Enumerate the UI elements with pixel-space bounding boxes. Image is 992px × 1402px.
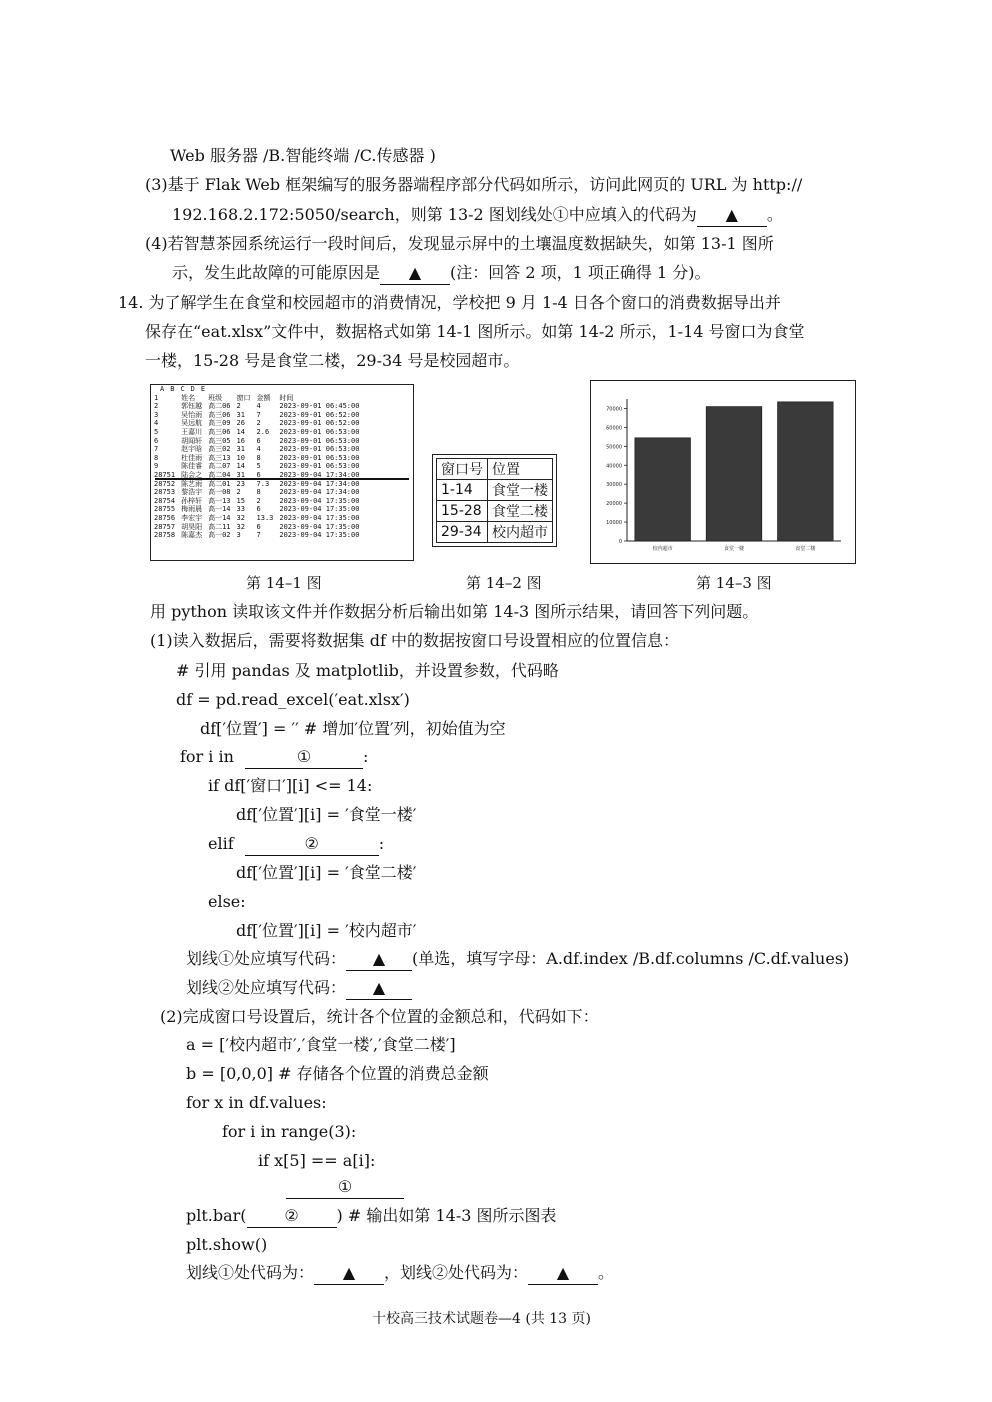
table-cell: 王嘉川 [181,427,203,436]
table-cell: 2.6 [256,427,270,436]
table-cell: 14 [236,462,245,471]
y-tick-label: 30000 [606,482,622,489]
table-cell: 31 [236,445,245,454]
table-cell: 31 [236,410,245,419]
caption-fig-14-2: 第 14–2 图 [466,574,542,592]
table-cell: 陈佳睿 [181,462,203,471]
table-cell: 陆会之 [181,470,203,479]
table-cell: 15 [236,496,245,505]
table-cell: 4 [256,402,261,411]
answer-blank [528,1262,598,1285]
row-number: 2 [154,402,159,411]
text-span: (注：回答 2 项，1 项正确得 1 分)。 [450,263,711,282]
y-tick-label: 50000 [606,444,622,451]
table-cell: 6 [256,470,261,479]
row-number: 28755 [154,505,176,514]
code-span: : [363,747,369,766]
row-number: 28758 [154,531,176,540]
table-cell: 2023-09-04 17:35:00 [279,531,360,540]
figure-14-3-chart [590,380,856,564]
column-header: B [170,385,175,393]
table-cell: 2023-09-01 06:53:00 [279,436,360,445]
x-tick-label: 食堂一楼 [723,546,745,552]
table-cell: 食堂一楼 [488,480,553,501]
header-window: 窗口号 [437,459,488,480]
code-line: b = [0,0,0] # 存储各个位置的消费总金额 [186,1064,489,1083]
table-cell: 2023-09-01 06:53:00 [279,445,360,454]
table-row [151,488,362,497]
row-number: 28753 [154,488,176,497]
blank-number: ② [284,1206,299,1225]
table-cell: 窗口 [236,393,251,402]
answer-blank [346,948,412,971]
row-number: 4 [154,419,159,428]
code-span: ) # 输出如第 14-3 图所示图表 [336,1206,557,1225]
code-span: for i in [180,747,234,766]
triangle-mark: ▲ [372,949,386,968]
table-cell: 赵宇晗 [181,445,203,454]
subquestion-2: (2)完成窗口号设置后，统计各个位置的金额总和，代码如下： [160,1007,599,1026]
y-tick-label: 10000 [606,520,622,527]
table-row [151,402,362,411]
spreadsheet-table [151,385,208,394]
table-cell: 6 [256,505,261,514]
column-header: D [190,385,195,393]
code-span: : [378,834,385,853]
table-cell: 高二01 [208,479,231,488]
row-number: 3 [154,410,159,419]
code-blank-line [286,1176,404,1199]
table-cell: 23 [236,479,245,488]
code-line: for x in df.values: [186,1093,327,1112]
text-span: 划线①处代码为： [186,1263,315,1282]
table-cell: 高一13 [208,496,231,505]
table-cell: 食堂二楼 [488,501,553,522]
table-cell: 14 [236,427,245,436]
table-cell: 2023-09-01 06:52:00 [279,419,360,428]
code-line: df[′位置′][i] = ′食堂二楼′ [236,863,417,882]
row-number: 28756 [154,513,176,522]
table-header-row [437,459,553,480]
table-cell: 32 [236,513,245,522]
table-cell: 8 [256,453,261,462]
table-cell: 高二06 [208,402,231,411]
table-cell: 李宏宇 [181,513,203,522]
table-cell: 29-34 [437,522,488,543]
code-line: plt.show() [186,1235,268,1254]
answer-blank [346,977,412,1000]
x-tick-label: 食堂二楼 [795,546,816,552]
code-line: df[′位置′][i] = ′食堂一楼′ [236,805,417,824]
table-cell: 黎浩宇 [181,488,203,497]
table-cell: 13.3 [256,513,274,522]
table-cell: 2023-09-04 17:34:00 [279,488,360,497]
table-cell: 孙梓轩 [181,496,203,505]
table-cell: 6 [256,436,261,445]
table-row [151,419,362,428]
table-cell: 2 [256,496,261,505]
answer-blank [314,1262,384,1285]
row-number: 28754 [154,496,176,505]
question-14-cont2: 一楼，15-28 号是食堂二楼，29-34 号是校园超市。 [145,351,520,370]
table-cell: 陈艺雨 [181,479,203,488]
triangle-mark: ▲ [725,205,738,224]
table-cell: 高三05 [208,436,231,445]
table-cell: 1-14 [437,480,488,501]
table-cell: 高三06 [208,427,231,436]
table-row [437,522,553,543]
table-cell: 高三06 [208,410,231,419]
row-number: 5 [154,427,159,436]
code-line-bar [186,1205,557,1228]
code-span: plt.bar( [186,1206,247,1225]
table-cell: 吴怡雨 [181,410,203,419]
code-line: df[′位置′][i] = ′校内超市′ [236,921,417,940]
table-cell: 2023-09-04 17:35:00 [279,496,360,505]
table-cell: 高一02 [208,531,231,540]
figure-14-1-spreadsheet [150,384,414,561]
triangle-mark: ▲ [342,1263,356,1282]
table-cell: 6 [256,522,261,531]
y-tick-label: 40000 [606,463,622,470]
code-blank-2 [245,833,379,856]
text-span: (单选，填写字母：A.df.index /B.df.columns /C.df.values) [412,949,850,968]
table-row [437,501,553,522]
table-cell: 2023-09-01 06:53:00 [279,453,360,462]
question-3: (3)基于 Flak Web 框架编写的服务器端程序部分代码如所示，访问此网页的 URL 为 http:// [145,175,803,194]
code-line-elif [208,833,384,856]
answer-blank [380,262,450,285]
table-row [151,445,362,454]
table-row [151,394,362,403]
table-cell: 吴远航 [181,419,203,428]
table-row [151,462,362,471]
table-cell: 班级 [208,393,223,402]
table-cell: 33 [236,505,245,514]
table-cell: 胡闻轩 [181,436,203,445]
instruction-line: 用 python 读取该文件并作数据分析后输出如第 14-3 图所示结果，请回答下列问题。 [150,602,759,621]
table-cell: 3 [236,531,241,540]
table-cell: 2023-09-01 06:45:00 [279,402,360,411]
y-tick-label: 20000 [606,501,622,508]
row-number: 8 [154,453,159,462]
question-4: (4)若智慧茶园系统运行一段时间后，发现显示屏中的土壤温度数据缺失，如第 13-1 图所 [145,234,774,253]
table-row [151,437,362,446]
table-cell: 31 [236,470,245,479]
question-3-cont [172,204,783,227]
table-cell: 7.3 [256,479,270,488]
code-line: df = pd.read_excel(′eat.xlsx′) [176,690,410,709]
table-cell: 2023-09-04 17:34:00 [279,470,360,479]
table-cell: 2023-09-04 17:35:00 [279,522,360,531]
bar [635,438,691,541]
y-tick-label: 60000 [606,425,622,432]
code-line: a = [′校内超市′,′食堂一楼′,′食堂二楼′] [186,1035,456,1054]
table-cell: 高三02 [208,445,231,454]
question-14: 14. 为了解学生在食堂和校园超市的消费情况，学校把 9 月 1-4 日各个窗口的消费数据导出并 [118,293,781,312]
table-cell: 8 [256,488,261,497]
blank-number: ① [337,1177,353,1196]
code-span: elif [208,834,234,853]
code-comment: # 引用 pandas 及 matplotlib，并设置参数，代码略 [176,661,559,680]
code-line: df[′位置′] = ′′ # 增加′位置′列，初始值为空 [200,719,506,738]
table-cell: 32 [236,522,245,531]
text-span: 192.168.2.172:5050/search，则第 13-2 图划线处①中应填入的代码为 [172,205,697,224]
table-cell: 2023-09-04 17:35:00 [279,513,360,522]
answer-blank [697,204,767,227]
question-4-cont [172,262,710,285]
table-row [151,428,362,437]
table-cell: 高一08 [208,488,231,497]
row-number: 6 [154,436,159,445]
text-span: 划线②处应填写代码： [186,978,347,997]
table-cell: 2023-09-01 06:53:00 [279,427,360,436]
text-span: 示，发生此故障的可能原因是 [172,263,381,282]
table-cell: 16 [236,436,245,445]
table-row [151,480,362,489]
code-line: if x[5] == a[i]: [258,1151,376,1170]
code-line: for i in range(3): [222,1122,357,1141]
figure-14-2 [432,454,557,547]
blank-number: ② [304,834,319,853]
row-number: 7 [154,445,159,454]
table-cell: 7 [256,531,261,540]
table-cell: 5 [256,462,261,471]
table-cell: 2023-09-04 17:35:00 [279,505,360,514]
text-span: 。 [598,1263,615,1282]
triangle-mark: ▲ [408,263,422,282]
table-cell: 高一14 [208,505,231,514]
table-cell: 2023-09-01 06:52:00 [279,410,360,419]
blank-number: ① [296,747,312,766]
bar-chart [591,381,855,563]
table-row [151,523,362,532]
caption-fig-14-3: 第 14–3 图 [696,574,772,592]
row-number: 1 [154,393,159,402]
table-cell: 10 [236,453,245,462]
table-cell: 26 [236,419,245,428]
table-cell: 梅雨晨 [181,505,203,514]
table-cell: 4 [256,445,261,454]
row-number: 28757 [154,522,176,531]
triangle-mark: ▲ [372,978,386,997]
text-span: 。 [766,205,783,224]
table-cell: 高三09 [208,419,231,428]
x-tick-label: 校内超市 [652,546,673,552]
y-tick-label: 0 [618,539,622,545]
text-span: 划线①处应填写代码： [186,949,347,968]
header-location: 位置 [488,459,553,480]
table-header-row [151,385,208,394]
column-header: E [200,385,206,393]
code-line: if df[′窗口′][i] <= 14: [208,776,373,795]
row-number: 28751 [154,470,176,479]
table-cell: 陈嘉杰 [181,531,203,540]
table-cell: 高二11 [208,522,231,531]
answer-line-3 [186,1262,614,1285]
answer-line-1 [186,948,849,971]
table-cell: 2023-09-04 17:34:00 [279,479,360,488]
row-number: 28752 [154,479,176,488]
caption-fig-14-1: 第 14–1 图 [246,574,322,592]
table-cell: 胡昊阳 [181,522,203,531]
table-cell: 金额 [256,393,271,402]
row-break-line [155,478,409,480]
table-cell: 2 [236,488,241,497]
table-cell: 高二07 [208,462,231,471]
column-header: A [160,385,165,393]
code-blank-2 [247,1205,337,1228]
table-row [151,531,362,540]
window-location-table [436,458,553,543]
table-row [151,514,362,523]
table-cell: 高一14 [208,513,231,522]
table-row [437,480,553,501]
code-line: else: [208,892,246,911]
code-line-for [180,746,368,769]
option-line: Web 服务器 /B.智能终端 /C.传感器 ) [170,146,436,165]
row-number: 9 [154,462,159,471]
answer-line-2 [186,977,412,1000]
table-cell: 时间 [279,393,294,402]
column-header: C [180,385,185,393]
page-footer: 十校高三技术试题卷—4 (共 13 页) [372,1311,591,1327]
y-tick-label: 70000 [606,406,622,413]
table-cell: 7 [256,410,261,419]
table-cell: 杜佳雨 [181,453,203,462]
table-cell: 15-28 [437,501,488,522]
table-cell: 郭钰越 [181,402,203,411]
triangle-mark: ▲ [556,1263,570,1282]
table-cell: 2023-09-01 06:53:00 [279,462,360,471]
text-span: ，划线②处代码为： [384,1263,529,1282]
question-14-cont: 保存在“eat.xlsx”文件中，数据格式如第 14-1 图所示。如第 14-2 所示，1-14 号窗口为食堂 [145,322,805,341]
table-cell: 校内超市 [488,522,553,543]
subquestion-1: (1)读入数据后，需要将数据集 df 中的数据按窗口号设置相应的位置信息： [150,631,680,650]
bar [706,407,762,541]
table-cell: 高二04 [208,470,231,479]
bar [778,402,834,541]
code-blank-1 [286,1176,404,1199]
table-row [151,505,362,514]
code-blank-1 [245,746,363,769]
table-cell: 姓名 [181,393,196,402]
table-cell: 2 [256,419,261,428]
table-cell: 2 [236,402,241,411]
spreadsheet-body [151,394,362,540]
table-cell: 高三13 [208,453,231,462]
